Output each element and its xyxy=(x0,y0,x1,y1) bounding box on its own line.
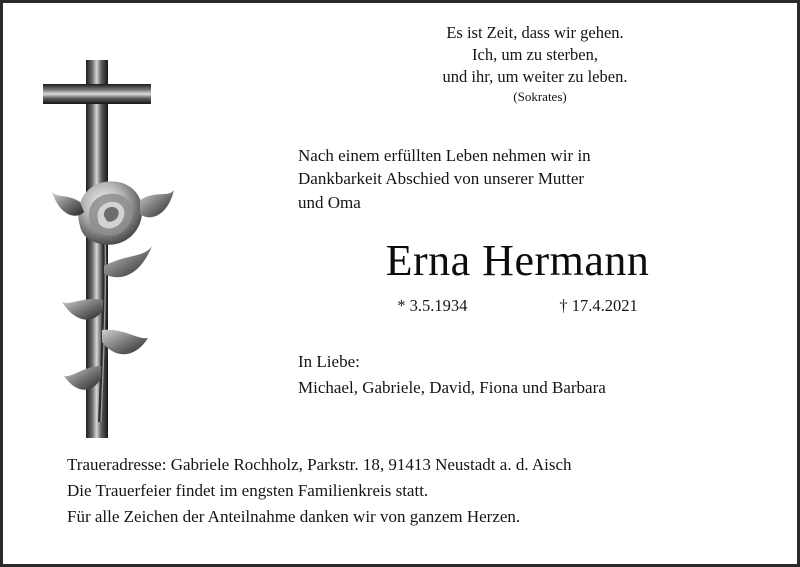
intro-line-3: und Oma xyxy=(298,192,361,212)
deceased-name: Erna Hermann xyxy=(385,236,650,286)
quote-author-wrapper xyxy=(310,88,770,106)
quote-block xyxy=(310,22,760,88)
intro-line-1: Nach einem erfüllten Leben nehmen wir in xyxy=(298,145,591,165)
frame-border-top xyxy=(0,0,800,3)
intro-text xyxy=(298,144,770,214)
life-dates xyxy=(265,296,770,316)
frame-border-left xyxy=(0,0,3,567)
notice-text-area xyxy=(255,22,770,398)
quote-author: (Sokrates) xyxy=(513,88,567,104)
footer-block xyxy=(67,452,780,530)
mourners-heading: In Liebe: xyxy=(298,352,360,372)
footer-address-line: Traueradresse: Gabriele Rochholz, Parkstr. 18, 91413 Neustadt a. d. Aisch xyxy=(67,455,572,474)
cross-with-rose-icon xyxy=(40,30,230,440)
birth-date: * 3.5.1934 xyxy=(397,296,468,316)
quote-line-3: und ihr, um weiter zu leben. xyxy=(442,66,628,86)
death-date: † 17.4.2021 xyxy=(559,296,638,316)
footer-thanks-line: Für alle Zeichen der Anteilnahme danken wir von ganzem Herzen. xyxy=(67,507,521,526)
footer-ceremony-line: Die Trauerfeier findet im engsten Familienkreis statt. xyxy=(67,481,429,500)
intro-line-2: Dankbarkeit Abschied von unserer Mutter xyxy=(298,169,585,189)
quote-line-2: Ich, um zu sterben, xyxy=(472,44,598,64)
mourners-names: Michael, Gabriele, David, Fiona und Barbara xyxy=(298,378,606,397)
quote-line-1: Es ist Zeit, dass wir gehen. xyxy=(446,23,624,42)
